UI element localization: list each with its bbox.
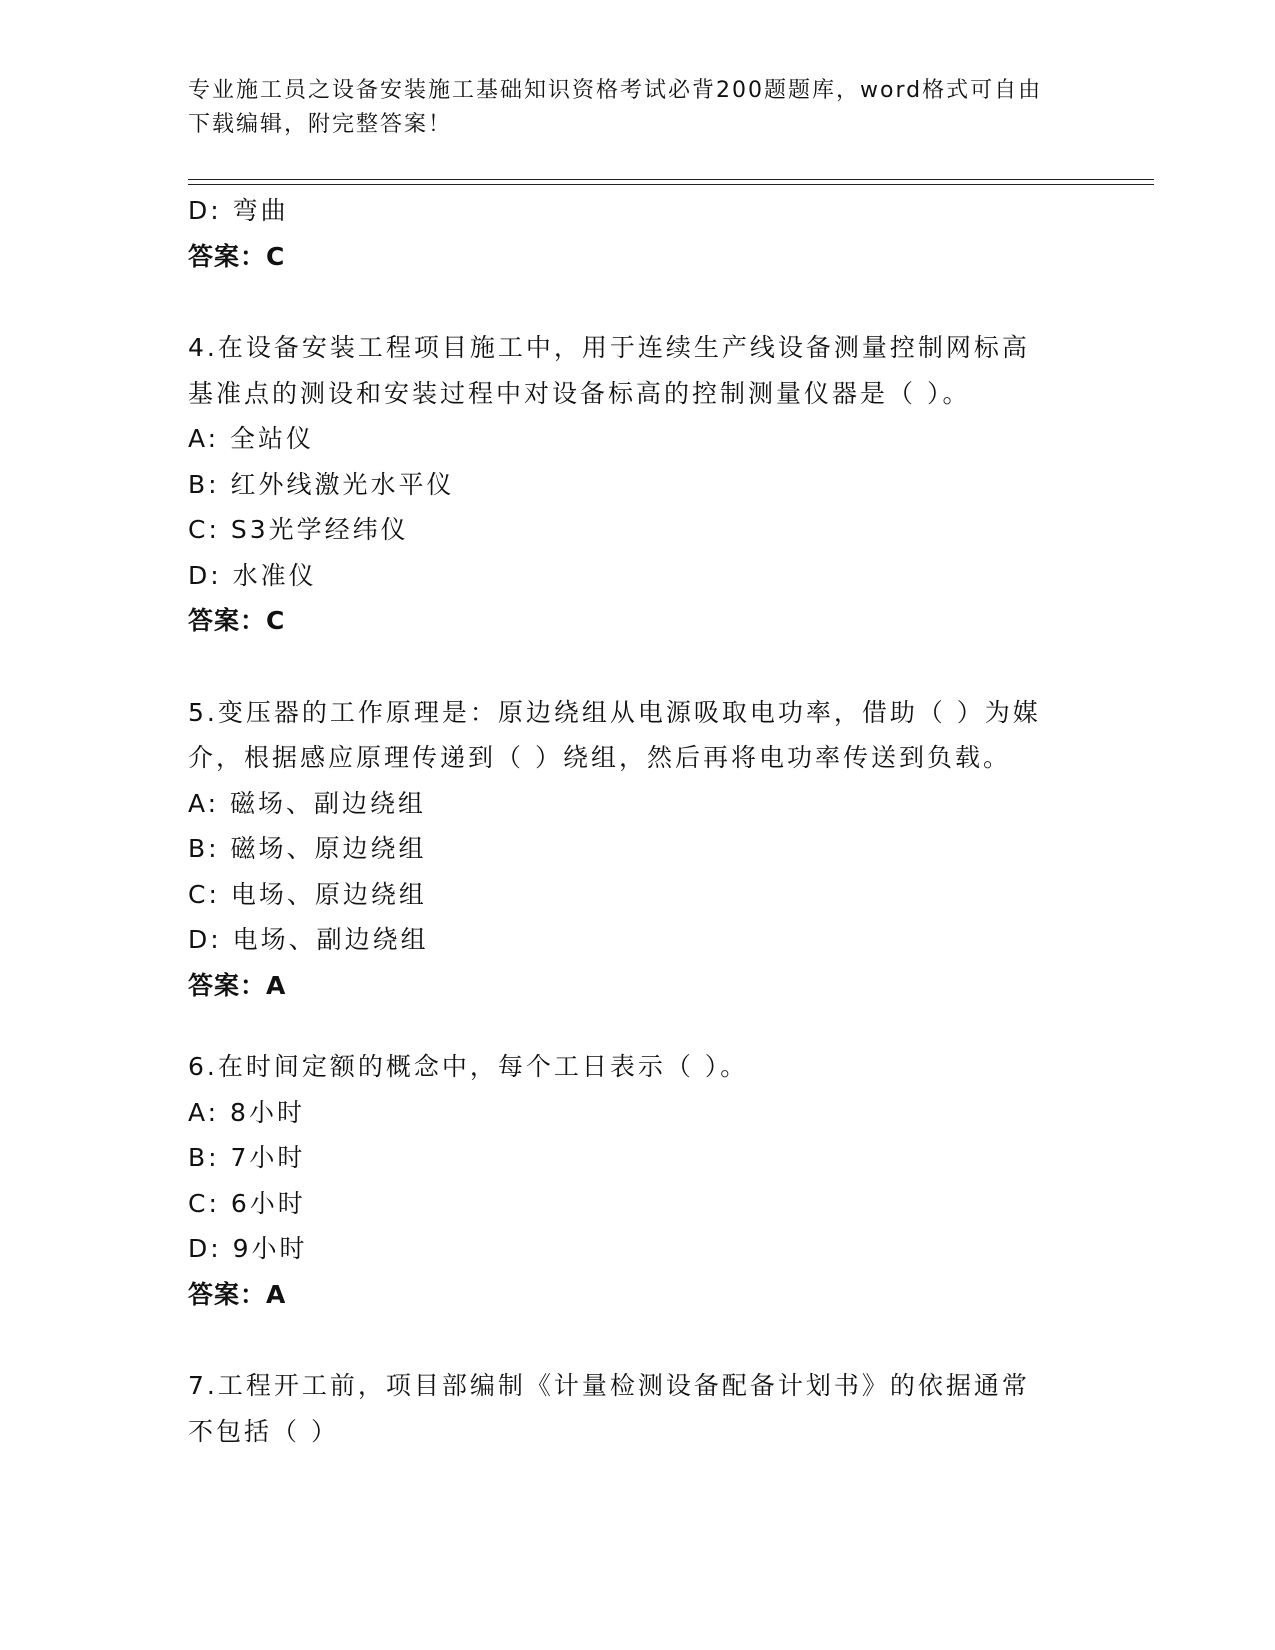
option-d: D: 电场、副边绕组 [188, 925, 429, 954]
header-rule-bottom [188, 184, 1154, 185]
answer-value: C [266, 606, 286, 635]
option-b: B: 7小时 [188, 1143, 306, 1172]
option-d: D: 9小时 [188, 1234, 308, 1263]
option-a: A: 全站仪 [188, 424, 315, 453]
option-b: B: 红外线激光水平仪 [188, 469, 455, 499]
page-header [188, 74, 1088, 142]
question-text-line-1: 6.在时间定额的概念中，每个工日表示（ ）。 [188, 1052, 749, 1081]
option-d: D: 弯曲 [188, 196, 289, 225]
question-list [188, 188, 1088, 1454]
answer-line [188, 598, 1088, 644]
option-a: A: 8小时 [188, 1097, 305, 1127]
header-rule-top [188, 179, 1154, 180]
header-line-1: 专业施工员之设备安装施工基础知识资格考试必背200题题库，word格式可自由 [188, 78, 1043, 103]
question-text-line-2: 介，根据感应原理传递到（ ）绕组，然后再将电功率传送到负载。 [188, 743, 1011, 772]
answer-label: 答案： [188, 970, 267, 1000]
answer-line [188, 1272, 1088, 1318]
option-c: C: 电场、原边绕组 [188, 879, 427, 909]
option-b: B: 磁场、原边绕组 [188, 834, 427, 863]
option-d: D: 水准仪 [188, 560, 317, 590]
answer-line [188, 963, 1088, 1009]
question-text-line-2: 基准点的测设和安装过程中对设备标高的控制测量仪器是（ ）。 [188, 378, 971, 408]
question-text-line-1: 4.在设备安装工程项目施工中，用于连续生产线设备测量控制网标高 [188, 333, 1030, 362]
question-text-line-1: 5.变压器的工作原理是：原边绕组从电源吸取电功率，借助（ ）为媒 [188, 697, 1041, 727]
answer-line [188, 234, 1088, 280]
answer-value: A [266, 1279, 287, 1309]
question-block-5 [188, 690, 1088, 1009]
question-block-3 [188, 188, 1088, 279]
answer-label: 答案： [188, 241, 267, 271]
answer-value: C [266, 241, 286, 271]
answer-label: 答案： [188, 1279, 267, 1309]
question-block-7 [188, 1363, 1088, 1454]
option-c: C: 6小时 [188, 1188, 306, 1218]
option-c: C: S3光学经纬仪 [188, 515, 409, 544]
question-text-line-2: 不包括（ ） [188, 1416, 339, 1446]
question-text-line-1: 7.工程开工前，项目部编制《计量检测设备配备计划书》的依据通常 [188, 1371, 1030, 1400]
option-a: A: 磁场、副边绕组 [188, 788, 427, 818]
question-block-6 [188, 1044, 1088, 1317]
question-block-4 [188, 325, 1088, 644]
header-line-2: 下载编辑，附完整答案！ [188, 112, 453, 137]
answer-label: 答案： [188, 606, 267, 635]
answer-value: A [266, 970, 287, 1000]
